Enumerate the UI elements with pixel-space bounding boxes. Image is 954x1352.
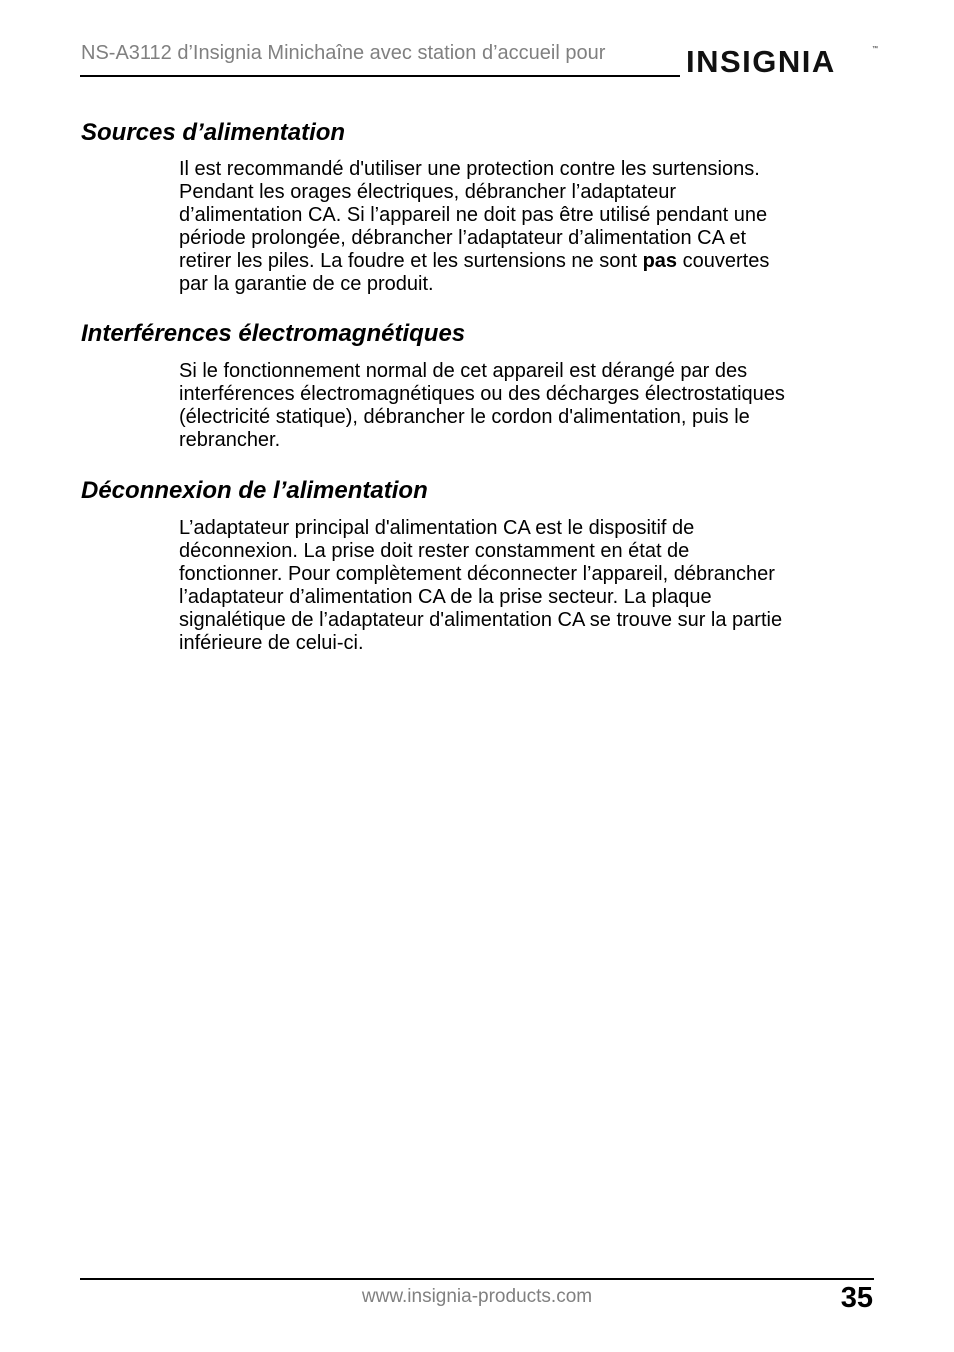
section-body-deconnexion [179, 517, 879, 655]
page-number: 35 [840, 1282, 873, 1314]
section-heading-sources: Sources d’alimentation [81, 119, 346, 146]
text-run: retirer les piles. La foudre et les surtensions ne sont [179, 250, 643, 272]
text-line [179, 250, 879, 273]
text-line: déconnexion. La prise doit rester constamment en état de [179, 540, 690, 562]
text-line: interférences électromagnétiques ou des décharges électrostatiques [179, 383, 785, 405]
text-line: d’alimentation CA. Si l’appareil ne doit pas être utilisé pendant une [179, 204, 768, 226]
section-heading-interferences: Interférences électromagnétiques [81, 320, 466, 347]
text-line: l’adaptateur d’alimentation CA de la prise secteur. La plaque [179, 586, 712, 608]
footer-divider [80, 1278, 874, 1280]
section-heading-deconnexion: Déconnexion de l’alimentation [81, 477, 428, 504]
text-line: (électricité statique), débrancher le cordon d'alimentation, puis le [179, 406, 750, 428]
text-line: rebrancher. [179, 429, 281, 451]
emphasis-pas: pas [642, 250, 678, 272]
text-line: Si le fonctionnement normal de cet appareil est dérangé par des [179, 360, 748, 382]
logo-wordmark: INSIGNIA [686, 44, 836, 79]
text-line: par la garantie de ce produit. [179, 273, 434, 295]
text-line: L’adaptateur principal d'alimentation CA est le dispositif de [179, 517, 695, 539]
footer-url: www.insignia-products.com [361, 1286, 593, 1307]
section-body-sources [179, 158, 879, 296]
text-line: fonctionner. Pour complètement déconnecter l’appareil, débrancher [179, 563, 775, 585]
text-line: signalétique de l’adaptateur d'alimentation CA se trouve sur la partie [179, 609, 783, 631]
text-line: Il est recommandé d'utiliser une protection contre les surtensions. [179, 158, 760, 180]
header-title: NS-A3112 d’Insignia Minichaîne avec station d’accueil pour [81, 42, 606, 64]
insignia-logo [686, 40, 878, 88]
text-line: Pendant les orages électriques, débrancher l’adaptateur [179, 181, 676, 203]
logo-trademark: ™ [872, 46, 878, 52]
text-run: couvertes [677, 250, 770, 272]
text-line: période prolongée, débrancher l’adaptateur d’alimentation CA et [179, 227, 747, 249]
section-body-interferences [179, 360, 879, 452]
header-divider [80, 75, 680, 77]
text-line: inférieure de celui-ci. [179, 632, 364, 654]
